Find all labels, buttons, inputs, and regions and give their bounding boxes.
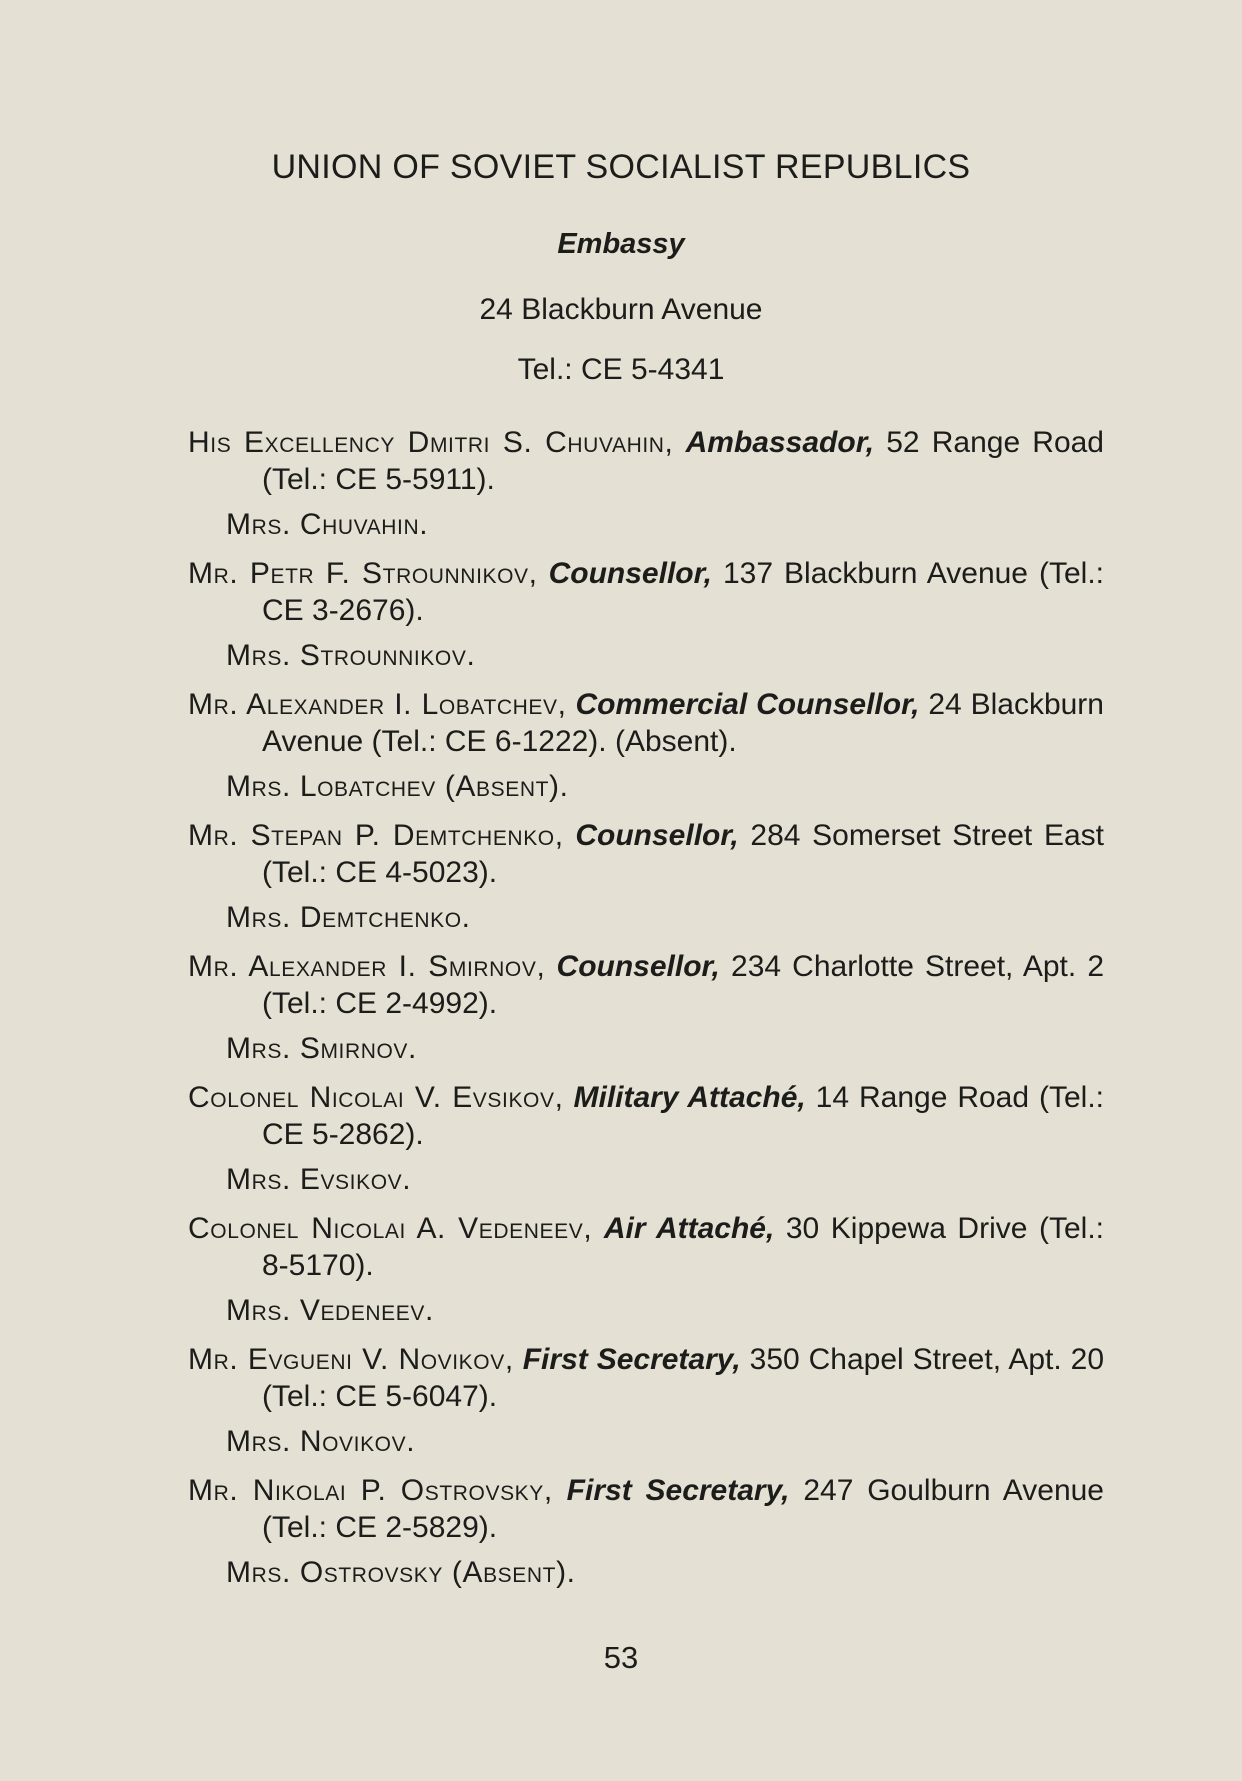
page-number: 53 bbox=[603, 1640, 639, 1675]
official-details: 350 Chapel Street, Apt. 20 (Tel.: CE 5-6047). bbox=[262, 1343, 1104, 1413]
spouse-line: Mrs. Smirnov. bbox=[226, 1032, 417, 1065]
embassy-telephone: Tel.: CE 5-4341 bbox=[517, 353, 725, 386]
official-name: Mr. Alexander I. Smirnov, bbox=[188, 950, 546, 983]
official-details: 137 Blackburn Avenue (Tel.: CE 3-2676). bbox=[262, 557, 1105, 627]
official-name: Mr. Nikolai P. Ostrovsky, bbox=[188, 1474, 553, 1507]
spouse-line: Mrs. Lobatchev (Absent). bbox=[226, 770, 569, 803]
list-item bbox=[188, 817, 1104, 936]
official-name: Mr. Stepan P. Demtchenko, bbox=[188, 819, 564, 852]
official-details: 14 Range Road (Tel.: CE 5-2862). bbox=[262, 1081, 1104, 1151]
official-title: First Secretary, bbox=[522, 1343, 741, 1376]
official-title: Counsellor, bbox=[556, 950, 720, 983]
official-name: Colonel Nicolai A. Vedeneev, bbox=[188, 1212, 593, 1245]
official-line bbox=[188, 1210, 1104, 1284]
official-details: 247 Goulburn Avenue (Tel.: CE 2-5829). bbox=[262, 1474, 1104, 1544]
list-item bbox=[188, 1210, 1104, 1329]
official-title: First Secretary, bbox=[566, 1474, 790, 1507]
official-name: Colonel Nicolai V. Evsikov, bbox=[188, 1081, 564, 1114]
official-title: Commercial Counsellor, bbox=[575, 688, 920, 721]
list-item bbox=[188, 948, 1104, 1067]
spouse-line: Mrs. Vedeneev. bbox=[226, 1294, 434, 1327]
spouse-line: Mrs. Ostrovsky (Absent). bbox=[226, 1556, 576, 1589]
official-line bbox=[188, 817, 1104, 891]
list-item bbox=[188, 1079, 1104, 1198]
official-title: Military Attaché, bbox=[573, 1081, 806, 1114]
spouse-line: Mrs. Demtchenko. bbox=[226, 901, 471, 934]
official-name: Mr. Petr F. Strounnikov, bbox=[188, 557, 538, 590]
official-title: Counsellor, bbox=[548, 557, 712, 590]
embassy-address: 24 Blackburn Avenue bbox=[479, 293, 763, 326]
official-name: Mr. Alexander I. Lobatchev, bbox=[188, 688, 567, 721]
official-line bbox=[188, 1472, 1104, 1546]
list-item bbox=[188, 1472, 1104, 1591]
official-details: 24 Blackburn Avenue (Tel.: CE 6-1222). (Absent). bbox=[262, 688, 1104, 758]
official-title: Air Attaché, bbox=[603, 1212, 775, 1245]
official-title: Ambassador, bbox=[685, 426, 875, 459]
personnel-list bbox=[188, 424, 1104, 1603]
official-title: Counsellor, bbox=[575, 819, 739, 852]
official-name: His Excellency Dmitri S. Chuvahin, bbox=[188, 426, 674, 459]
spouse-line: Mrs. Chuvahin. bbox=[226, 508, 429, 541]
spouse-line: Mrs. Strounnikov. bbox=[226, 639, 476, 672]
official-line bbox=[188, 948, 1104, 1022]
official-line bbox=[188, 686, 1104, 760]
list-item bbox=[188, 1341, 1104, 1460]
official-line bbox=[188, 424, 1104, 498]
list-item bbox=[188, 424, 1104, 543]
list-item bbox=[188, 555, 1104, 674]
spouse-line: Mrs. Novikov. bbox=[226, 1425, 416, 1458]
list-item bbox=[188, 686, 1104, 805]
official-details: 30 Kippewa Drive (Tel.: 8-5170). bbox=[262, 1212, 1105, 1282]
official-name: Mr. Evgueni V. Novikov, bbox=[188, 1343, 514, 1376]
mission-type: Embassy bbox=[557, 228, 685, 260]
official-line bbox=[188, 555, 1104, 629]
official-line bbox=[188, 1341, 1104, 1415]
official-line bbox=[188, 1079, 1104, 1153]
spouse-line: Mrs. Evsikov. bbox=[226, 1163, 412, 1196]
official-details: 284 Somerset Street East (Tel.: CE 4-5023). bbox=[262, 819, 1104, 889]
country-heading: UNION OF SOVIET SOCIALIST REPUBLICS bbox=[271, 148, 971, 186]
official-details: 52 Range Road (Tel.: CE 5-5911). bbox=[262, 426, 1104, 496]
official-details: 234 Charlotte Street, Apt. 2 (Tel.: CE 2-4992). bbox=[262, 950, 1105, 1020]
